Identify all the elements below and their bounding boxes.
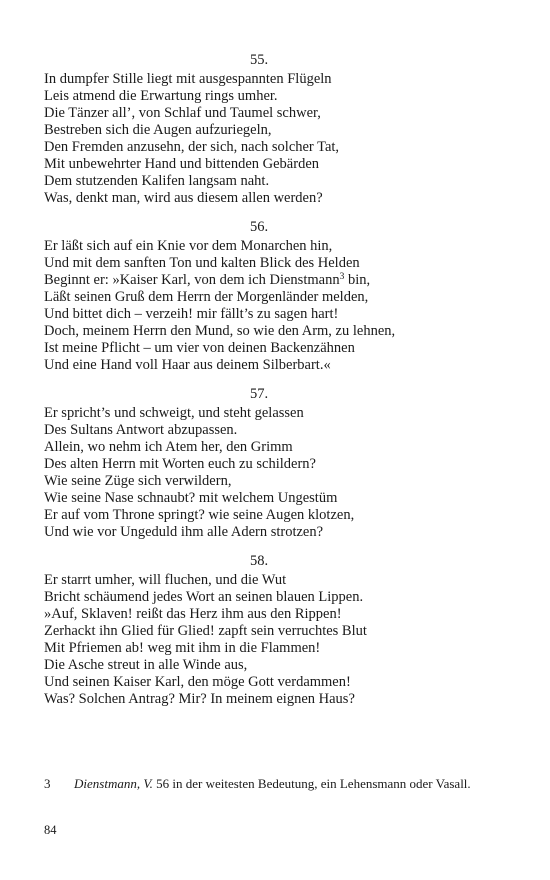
verse-line: Was? Solchen Antrag? Mir? In meinem eignen Haus? xyxy=(44,691,355,707)
verse-line: Bestreben sich die Augen aufzuriegeln, xyxy=(44,122,272,138)
verse-line: Und wie vor Ungeduld ihm alle Adern strotzen? xyxy=(44,524,324,540)
verse-line: Ist meine Pflicht – um vier von deinen Backenzähnen xyxy=(44,340,355,356)
footnote-text: 56 in der weitesten Bedeutung, ein Lehensmann oder Vasall. xyxy=(152,776,471,791)
stanza-56 xyxy=(44,219,514,374)
footnote-number: 3 xyxy=(44,776,51,791)
verse-line: Er spricht’s und schweigt, und steht gelassen xyxy=(44,405,304,421)
stanza-number: 56. xyxy=(249,219,269,235)
verse-line: Er läßt sich auf ein Knie vor dem Monarchen hin, xyxy=(44,238,333,254)
page-number: 84 xyxy=(44,823,57,837)
verse-line: Die Tänzer all’, von Schlaf und Taumel schwer, xyxy=(44,105,321,121)
verse-line: Und eine Hand voll Haar aus deinem Silberbart.« xyxy=(44,357,331,373)
footnote-term: Dienstmann, V. xyxy=(74,776,153,791)
verse-line: Er auf vom Throne springt? wie seine Augen klotzen, xyxy=(44,507,355,523)
verse-line: Den Fremden anzusehn, der sich, nach solcher Tat, xyxy=(44,139,340,155)
verse-line: »Auf, Sklaven! reißt das Herz ihm aus den Rippen! xyxy=(44,606,342,622)
verse-line: Läßt seinen Gruß dem Herrn der Morgenländer melden, xyxy=(44,289,369,305)
verse-line: Mit Pfriemen ab! weg mit ihm in die Flammen! xyxy=(44,640,321,656)
verse-line: Und mit dem sanften Ton und kalten Blick des Helden xyxy=(44,255,360,271)
stanza-number: 55. xyxy=(249,52,269,68)
verse-line: Leis atmend die Erwartung rings umher. xyxy=(44,88,278,104)
stanza-55 xyxy=(44,52,514,207)
verse-line: Wie seine Züge sich verwildern, xyxy=(44,473,232,489)
stanza-57 xyxy=(44,386,514,541)
verse-line: Des alten Herrn mit Worten euch zu schildern? xyxy=(44,456,316,472)
verse-line: Und seinen Kaiser Karl, den möge Gott verdammen! xyxy=(44,674,351,690)
verse-line: Mit unbewehrter Hand und bittenden Gebärden xyxy=(44,156,320,172)
verse-line: In dumpfer Stille liegt mit ausgespannten Flügeln xyxy=(44,71,332,87)
verse-line: Doch, meinem Herrn den Mund, so wie den Arm, zu lehnen, xyxy=(44,323,396,339)
footnote-reference: 3 xyxy=(339,272,345,282)
stanza-58 xyxy=(44,553,514,708)
verse-line: Er starrt umher, will fluchen, und die Wut xyxy=(44,572,287,588)
verse-line: Des Sultans Antwort abzupassen. xyxy=(44,422,238,438)
verse-line: Zerhackt ihn Glied für Glied! zapft sein verruchtes Blut xyxy=(44,623,367,639)
verse-line: Dem stutzenden Kalifen langsam naht. xyxy=(44,173,270,189)
verse-line: Wie seine Nase schnaubt? mit welchem Ungestüm xyxy=(44,490,338,506)
stanza-number: 57. xyxy=(249,386,269,402)
verse-line: Bricht schäumend jedes Wort an seinen blauen Lippen. xyxy=(44,589,364,605)
verse-line: Allein, wo nehm ich Atem her, den Grimm xyxy=(44,439,293,455)
verse-text-end: bin, xyxy=(344,272,371,288)
footnote-body xyxy=(74,776,474,792)
verse-line: Was, denkt man, wird aus diesem allen werden? xyxy=(44,190,323,206)
stanza-number: 58. xyxy=(249,553,269,569)
verse-text: Beginnt er: »Kaiser Karl, von dem ich Dienstmann xyxy=(44,272,340,288)
verse-line-with-footnote xyxy=(44,272,514,289)
verse-line: Und bittet dich – verzeih! mir fällt’s zu sagen hart! xyxy=(44,306,339,322)
verse-line: Die Asche streut in alle Winde aus, xyxy=(44,657,248,673)
footnote xyxy=(44,776,474,792)
